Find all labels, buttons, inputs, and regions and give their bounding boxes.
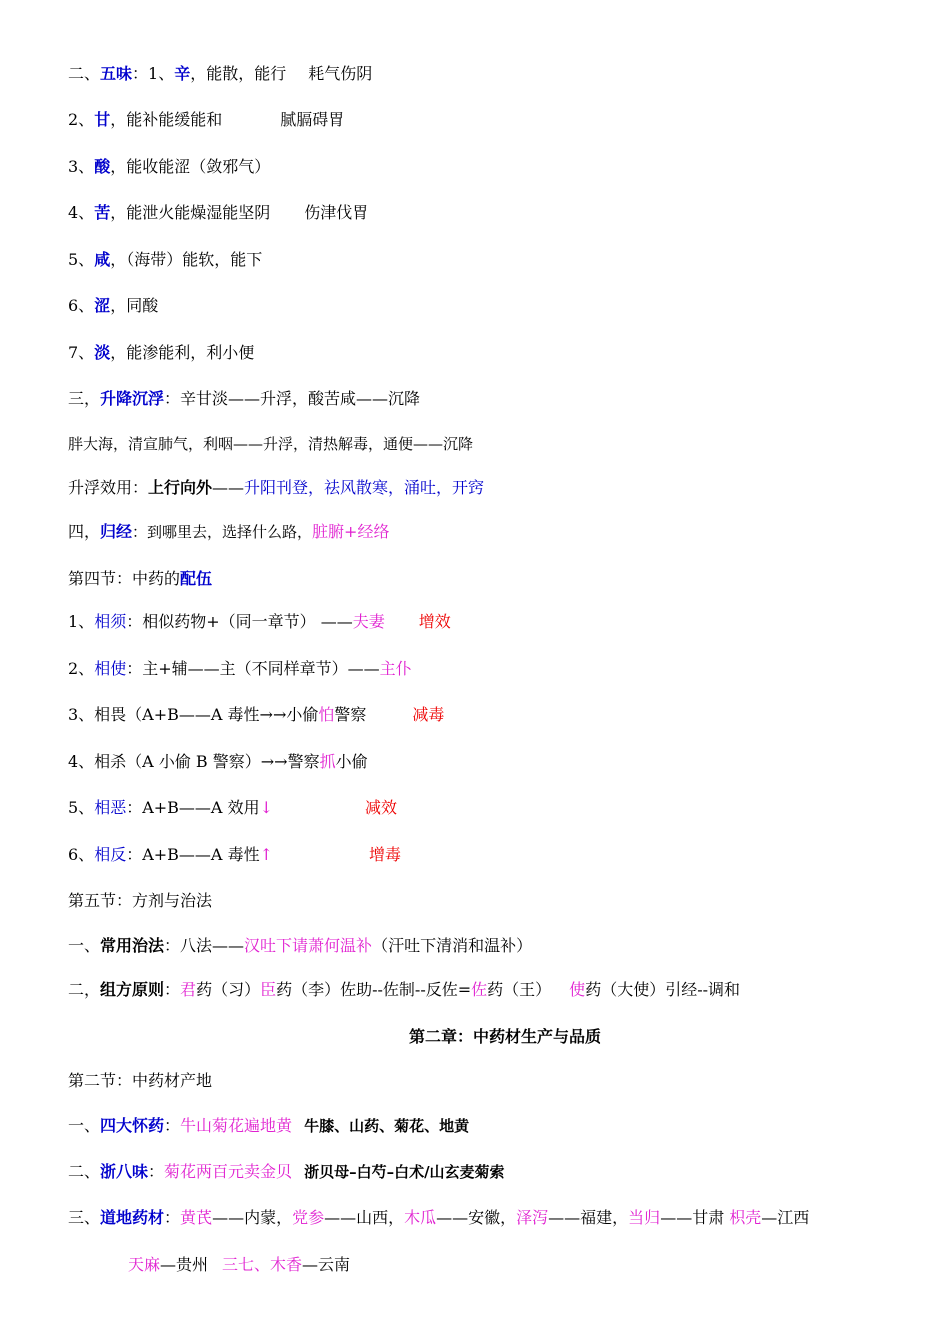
text-segment: 2、 (68, 659, 95, 678)
text-segment: 枳壳 (729, 1208, 762, 1227)
text-segment: 第二节：中药材产地 (68, 1071, 213, 1090)
text-line (0, 1026, 950, 1048)
text-segment: 浙八味 (100, 1162, 149, 1181)
text-segment: 相反 (94, 845, 127, 864)
text-segment: 君 (180, 980, 197, 999)
text-line (68, 521, 389, 543)
text-segment: ：A+B——A 效用 (126, 798, 260, 817)
text-segment: ： (164, 980, 181, 999)
text-line (128, 1254, 350, 1276)
text-segment: ：相似药物+（同一章节） —— (126, 612, 353, 631)
text-segment: 汉吐下请萧何温补 (244, 936, 373, 955)
text-segment: ，同酸 (110, 296, 159, 315)
text-line (68, 249, 262, 271)
text-line (68, 658, 412, 680)
text-segment: ：辛甘淡——升浮，酸苦咸——沉降 (164, 389, 421, 408)
text-segment: 道地药材 (100, 1208, 165, 1227)
text-segment: 第五节：方剂与治法 (68, 891, 213, 910)
text-segment: 相使 (94, 659, 127, 678)
text-segment: 相恶 (94, 798, 127, 817)
text-segment: 3、相畏（A+B——A 毒性→→小偷 (68, 705, 319, 724)
text-segment: ——福建， (548, 1208, 629, 1227)
text-line (68, 477, 484, 499)
text-segment: ——山西， (324, 1208, 405, 1227)
text-segment: 辛 (174, 64, 191, 83)
text-line (68, 1115, 469, 1137)
text-segment: 淡 (94, 343, 111, 362)
text-segment: 相须 (94, 612, 127, 631)
text-segment: 夫妻 (352, 612, 385, 631)
text-segment: 组方原则 (100, 980, 165, 999)
text-line (68, 751, 368, 773)
text-line (68, 979, 740, 1001)
text-segment: 木瓜 (404, 1208, 437, 1227)
text-segment: 使 (569, 980, 586, 999)
text-segment: —云南 (302, 1255, 351, 1274)
text-segment: 5、 (68, 798, 95, 817)
text-segment: 药（李）佐助--佐制--反佐= (276, 980, 472, 999)
text-line (68, 156, 270, 178)
text-line (68, 568, 212, 590)
text-segment: 黄芪 (180, 1208, 213, 1227)
text-segment: 5、 (68, 250, 95, 269)
text-segment: 涩 (94, 296, 111, 315)
text-segment: 二、 (68, 64, 101, 83)
text-segment: 药（习） (196, 980, 261, 999)
text-segment: ↑ (259, 845, 273, 864)
text-segment: —贵州 (160, 1255, 209, 1274)
text-segment: 牛膝、山药、菊花、地黄 (304, 1117, 470, 1135)
text-segment: 三七、木香 (222, 1255, 303, 1274)
text-segment: 胖大海，清宣肺气，利咽——升浮，清热解毒，通便——沉降 (68, 435, 474, 453)
text-segment: 3、 (68, 157, 95, 176)
text-segment: ↓ (259, 798, 273, 817)
text-line (68, 342, 254, 364)
text-segment: ——安徽， (436, 1208, 517, 1227)
text-line (68, 63, 372, 85)
text-segment: ：八法—— (164, 936, 245, 955)
text-line (68, 295, 158, 317)
text-line (68, 109, 344, 131)
text-segment: 四， (68, 522, 101, 541)
text-segment: 抓 (319, 752, 336, 771)
text-segment: 7、 (68, 343, 95, 362)
text-segment: 牛山菊花遍地黄 (180, 1116, 293, 1135)
text-segment: ：主+辅——主（不同样章节）—— (126, 659, 380, 678)
text-segment: 6、 (68, 845, 95, 864)
text-segment: ，能散，能行 (190, 64, 287, 83)
text-segment: 泽泻 (516, 1208, 549, 1227)
text-segment: 苦 (94, 203, 111, 222)
text-segment: ： (164, 1116, 181, 1135)
text-segment: ，（海带）能软，能下 (110, 250, 263, 269)
text-segment: 升降沉浮 (100, 389, 165, 408)
text-segment: 减效 (364, 798, 397, 817)
text-segment: 4、 (68, 203, 95, 222)
text-segment: 甘 (94, 110, 111, 129)
text-segment: 天麻 (128, 1255, 161, 1274)
text-segment: 配伍 (180, 569, 213, 588)
text-segment: ——内蒙， (212, 1208, 293, 1227)
text-segment: 一、 (68, 1116, 101, 1135)
text-segment: 耗气伤阴 (308, 64, 373, 83)
text-segment: ，能泄火能燥湿能坚阴 (110, 203, 271, 222)
text-segment: 怕 (318, 705, 335, 724)
text-segment: 6、 (68, 296, 95, 315)
text-line (68, 388, 420, 410)
text-segment: 增效 (418, 612, 451, 631)
text-segment: 2、 (68, 110, 95, 129)
text-line (68, 844, 401, 866)
text-segment: 归经 (100, 522, 133, 541)
text-segment: ，能渗能利，利小便 (110, 343, 255, 362)
text-segment: 常用治法 (100, 936, 165, 955)
text-segment: 一、 (68, 936, 101, 955)
text-segment: ： (148, 1162, 165, 1181)
text-segment: ：1、 (132, 64, 175, 83)
text-line (68, 1161, 505, 1183)
text-segment: 伤津伐胃 (304, 203, 369, 222)
text-segment: 浙贝母–白芍–白术/山玄麦菊索 (304, 1163, 505, 1181)
text-segment: 警察 (334, 705, 367, 724)
text-segment: ——甘肃 (660, 1208, 730, 1227)
text-line (68, 704, 444, 726)
text-segment: —— (212, 478, 245, 497)
text-line (68, 797, 397, 819)
text-segment: 二、 (68, 1162, 101, 1181)
text-line (68, 433, 473, 455)
text-segment: 升浮效用： (68, 478, 149, 497)
text-segment: 三、 (68, 1208, 101, 1227)
text-segment: ，能补能缓能和 (110, 110, 223, 129)
text-line (68, 890, 212, 912)
text-segment: 脏腑+经络 (312, 522, 390, 541)
text-segment: 酸 (94, 157, 111, 176)
text-segment: 咸 (94, 250, 111, 269)
text-segment: 4、相杀（A 小偷 B 警察）→→警察 (68, 752, 320, 771)
text-segment: 主仆 (379, 659, 412, 678)
text-segment: —江西 (761, 1208, 810, 1227)
text-segment: 1、 (68, 612, 95, 631)
text-line (68, 1207, 809, 1229)
text-segment: ，能收能涩（敛邪气） (110, 157, 271, 176)
text-segment: 菊花两百元卖金贝 (164, 1162, 293, 1181)
text-line (68, 202, 368, 224)
text-segment: 三， (68, 389, 101, 408)
text-segment: ：A+B——A 毒性 (126, 845, 260, 864)
text-segment: ： (164, 1208, 181, 1227)
text-segment: 小偷 (335, 752, 368, 771)
text-segment: （汗吐下清消和温补） (372, 936, 533, 955)
text-line (68, 1070, 212, 1092)
text-segment: ：到哪里去，选择什么路， (132, 523, 313, 541)
text-segment: 当归 (628, 1208, 661, 1227)
text-segment: 药（大使）引经--调和 (585, 980, 741, 999)
text-segment: 增毒 (368, 845, 401, 864)
text-segment: 升阳刊登，祛风散寒，涌吐，开窍 (244, 478, 485, 497)
text-segment: 五味 (100, 64, 133, 83)
text-segment: 四大怀药 (100, 1116, 165, 1135)
text-segment: 佐 (471, 980, 488, 999)
text-segment: 减毒 (412, 705, 445, 724)
text-segment: 党参 (292, 1208, 325, 1227)
text-segment: 第二章：中药材生产与品质 (408, 1027, 601, 1046)
text-segment: 第四节：中药的 (68, 569, 181, 588)
text-segment: 药（王） (487, 980, 552, 999)
text-line (68, 611, 451, 633)
text-segment: 上行向外 (148, 478, 213, 497)
text-segment: 臣 (260, 980, 277, 999)
text-segment: 腻膈碍胃 (280, 110, 345, 129)
text-line (68, 935, 532, 957)
text-segment: 二， (68, 980, 101, 999)
